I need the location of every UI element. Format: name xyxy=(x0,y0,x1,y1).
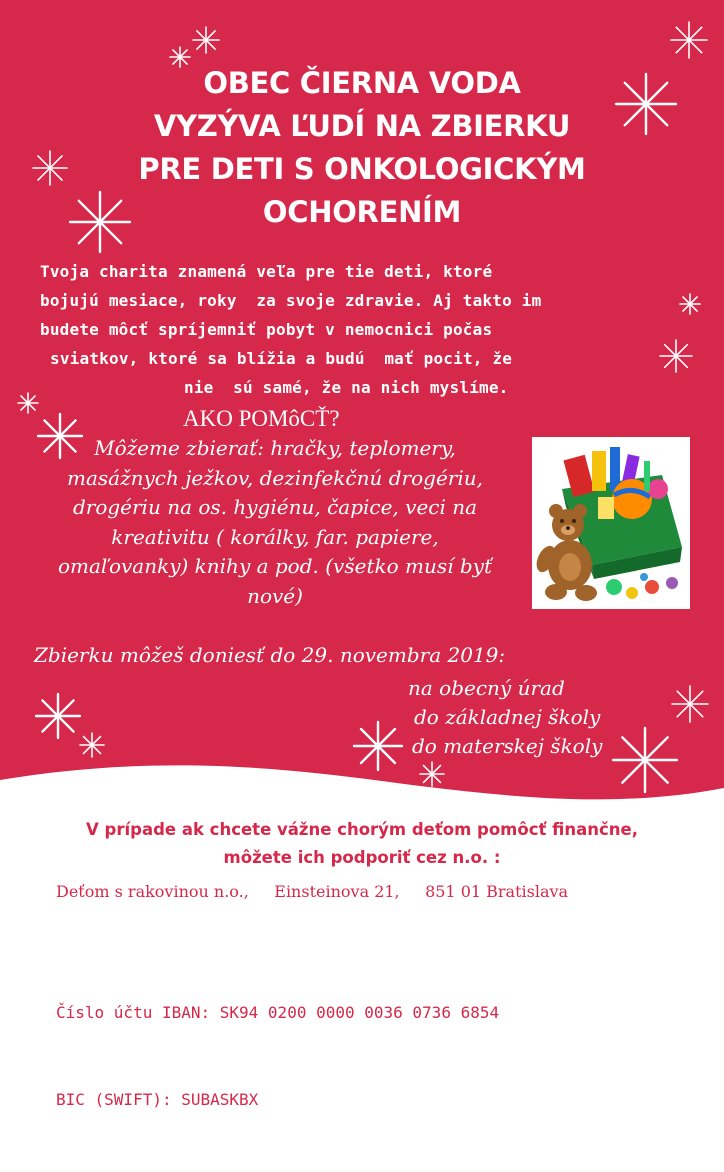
title-line: OCHORENÍM xyxy=(262,195,462,229)
how-to-help-heading: AKO POMôCŤ? xyxy=(183,406,340,431)
intro-line: sviatkov, ktoré sa blížia a budú mať pocit, že xyxy=(50,349,513,368)
intro-line: nie sú samé, že na nich myslíme. xyxy=(184,378,509,397)
organization-address: Deťom s rakovinou n.o., Einsteinova 21, 851 01 Bratislava xyxy=(56,882,569,901)
place-item: do materskej školy xyxy=(412,734,603,758)
collect-line: masážnych ježkov, dezinfekčnú drogériu, xyxy=(67,465,483,490)
intro-line: budete môcť spríjemniť pobyt v nemocnici počas xyxy=(40,320,493,339)
finance-line: V prípade ak chcete vážne chorým deťom pomôcť finančne, xyxy=(86,820,638,839)
bic-text: BIC (SWIFT): SUBASKBX xyxy=(56,1090,259,1109)
place-item: na obecný úrad xyxy=(408,676,565,700)
collect-line: nové) xyxy=(247,583,303,608)
collect-line: Môžeme zbierať: hračky, teplomery, xyxy=(94,436,456,460)
toy-box-with-teddy-bear-icon xyxy=(532,437,690,609)
title-line: VYZÝVA ĽUDÍ NA ZBIERKU xyxy=(153,109,571,143)
title-line: OBEC ČIERNA VODA xyxy=(203,66,521,100)
poster-title xyxy=(40,62,684,234)
deadline-text: Zbierku môžeš doniesť do 29. novembra 2019: xyxy=(34,643,506,667)
collect-line: kreativitu ( korálky, far. papiere, xyxy=(111,524,439,549)
drop-off-places xyxy=(408,674,602,761)
finance-line: môžete ich podporiť cez n.o. : xyxy=(223,848,501,867)
iban-text: Číslo účtu IBAN: SK94 0200 0000 0036 0736 6854 xyxy=(56,1003,500,1022)
financial-support-text xyxy=(20,816,704,872)
collect-line: omaľovanky) knihy a pod. (všetko musí byť xyxy=(58,554,492,578)
intro-paragraph xyxy=(20,257,680,402)
intro-line: bojujú mesiace, roky za svoje zdravie. Aj takto im xyxy=(40,291,542,310)
collection-items-text xyxy=(20,434,530,611)
title-line: PRE DETI S ONKOLOGICKÝM xyxy=(138,152,586,186)
place-item: do základnej školy xyxy=(414,705,601,729)
intro-line: Tvoja charita znamená veľa pre tie deti, ktoré xyxy=(40,262,493,281)
collect-line: drogériu na os. hygiénu, čapice, veci na xyxy=(72,495,478,519)
bank-details xyxy=(56,940,499,1172)
